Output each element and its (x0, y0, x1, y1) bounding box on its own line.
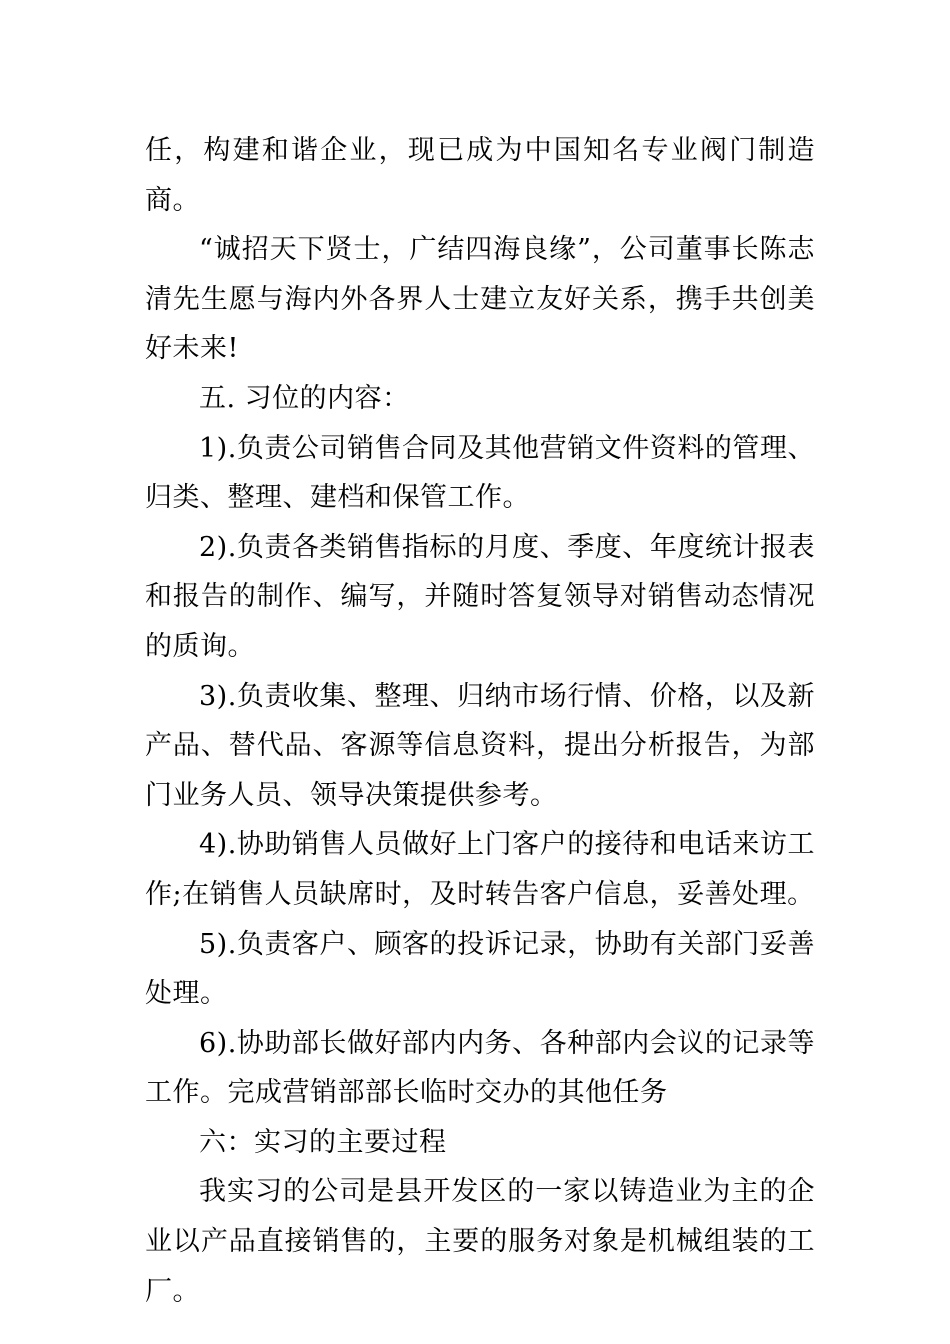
list-item-6: 6).协助部长做好部内内务、各种部内会议的记录等工作。完成营销部部长临时交办的其他任务 (145, 1027, 815, 1109)
list-item-1: 1).负责公司销售合同及其他营销文件资料的管理、归类、整理、建档和保管工作。 (145, 432, 815, 514)
list-item-5: 5).负责客户、顾客的投诉记录，协助有关部门妥善处理。 (145, 928, 815, 1010)
paragraph-2: “诚招天下贤士，广结四海良缘”，公司董事长陈志清先生愿与海内外各界人士建立友好关系，携手共创美好未来! (145, 234, 815, 365)
paragraph-1: 任，构建和谐企业，现已成为中国知名专业阀门制造商。 (145, 135, 815, 216)
list-item-2: 2).负责各类销售指标的月度、季度、年度统计报表和报告的制作、编写，并随时答复领导对销售动态情况的质询。 (145, 531, 815, 662)
section-heading-5: 五. 习位的内容： (199, 382, 410, 414)
list-item-4: 4).协助销售人员做好上门客户的接待和电话来访工作;在销售人员缺席时，及时转告客户信息，妥善处理。 (145, 829, 815, 910)
paragraph-last: 我实习的公司是县开发区的一家以铸造业为主的企业以产品直接销售的，主要的服务对象是机械组装的工厂。 (145, 1176, 815, 1307)
document-body (145, 126, 815, 1316)
list-item-3: 3).负责收集、整理、归纳市场行情、价格，以及新产品、替代品、客源等信息资料，提出分析报告，为部门业务人员、领导决策提供参考。 (145, 680, 815, 811)
section-heading-6: 六：实习的主要过程 (199, 1126, 447, 1158)
